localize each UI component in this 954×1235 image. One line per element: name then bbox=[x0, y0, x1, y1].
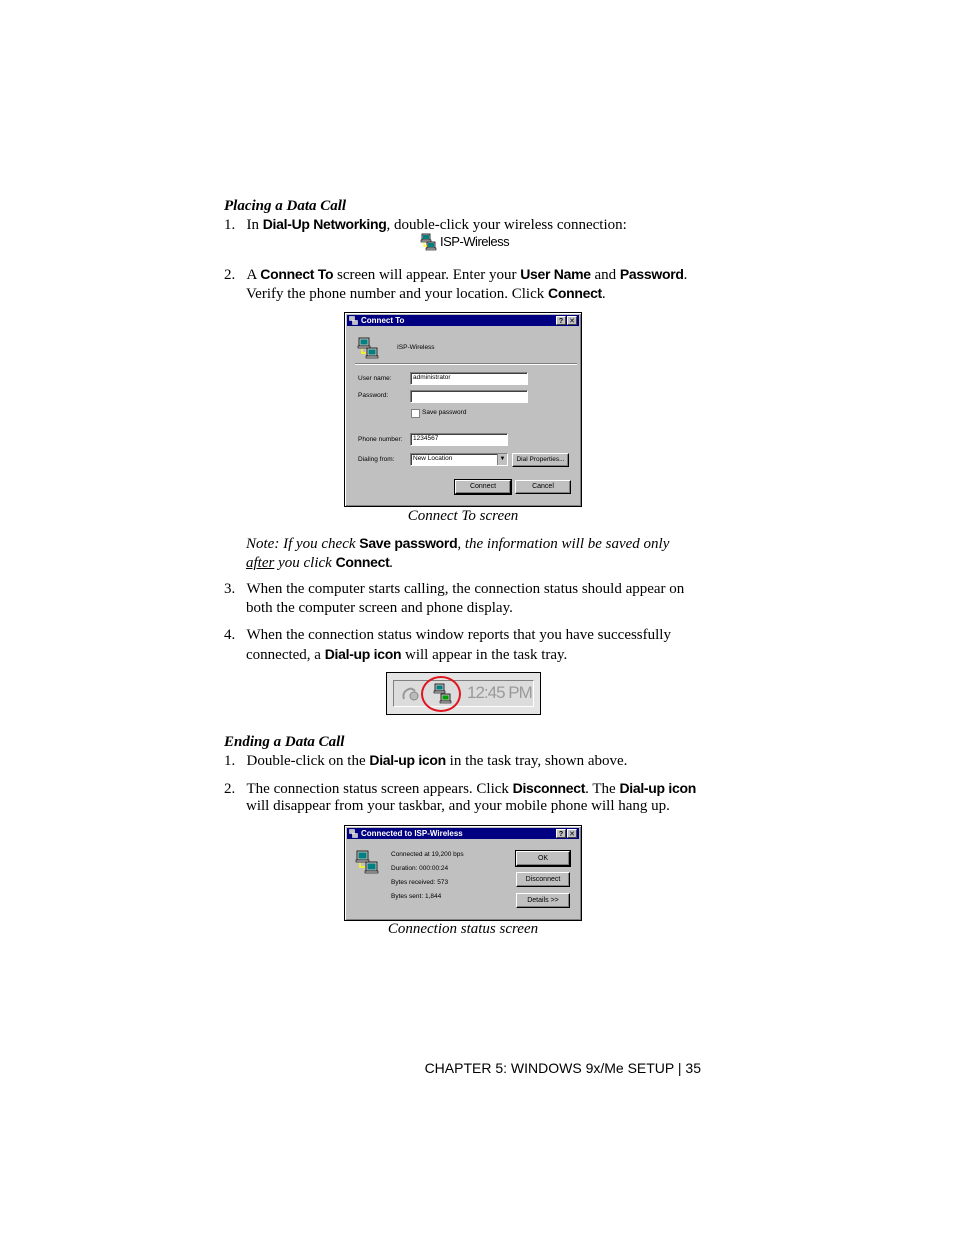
dialog-title: Connect To bbox=[361, 316, 405, 325]
password-input[interactable] bbox=[410, 390, 528, 403]
section-title-placing-call: Placing a Data Call bbox=[224, 198, 347, 214]
ui-term: Dial-up icon bbox=[619, 780, 696, 796]
cancel-button[interactable]: Cancel bbox=[515, 480, 571, 494]
connection-icon bbox=[349, 829, 358, 838]
chevron-down-icon[interactable]: ▼ bbox=[497, 454, 507, 465]
step-number: 3. bbox=[224, 581, 236, 597]
step-2-text bbox=[224, 265, 687, 285]
ui-term: Dial-up icon bbox=[369, 752, 446, 768]
text: connected, a bbox=[246, 647, 325, 663]
save-password-label: Save password bbox=[422, 409, 467, 416]
step-3-line2: both the computer screen and phone display. bbox=[246, 600, 513, 616]
dialog-titlebar bbox=[347, 315, 579, 326]
connection-name: ISP-Wireless bbox=[397, 344, 435, 351]
connect-button[interactable]: Connect bbox=[455, 480, 511, 494]
ui-term: Save password bbox=[359, 535, 458, 551]
text: , the information will be saved only bbox=[457, 536, 670, 552]
dialup-connection-icon bbox=[420, 233, 438, 251]
ui-term: Connect bbox=[548, 285, 602, 301]
ui-term: Disconnect bbox=[512, 780, 586, 796]
step-3-text bbox=[224, 580, 684, 599]
close-button[interactable]: ✕ bbox=[567, 316, 577, 325]
figure-caption: Connection status screen bbox=[387, 921, 539, 937]
ui-term: Dial-Up Networking bbox=[262, 216, 387, 232]
password-label: Password: bbox=[358, 392, 389, 399]
dialing-from-select[interactable] bbox=[410, 453, 508, 466]
tray-clock: 12:45 PM bbox=[467, 683, 532, 702]
step-2-line2 bbox=[246, 284, 606, 304]
dialup-connection-icon bbox=[355, 850, 381, 874]
figure-caption: Connect To screen bbox=[407, 508, 519, 524]
ui-term: Connect bbox=[335, 554, 390, 570]
text: . bbox=[683, 267, 688, 283]
step-number: 2. bbox=[224, 781, 236, 797]
text: will appear in the task tray. bbox=[401, 647, 568, 663]
step-number: 2. bbox=[224, 267, 236, 283]
step-4-text bbox=[224, 626, 671, 645]
details-button[interactable]: Details >> bbox=[516, 893, 570, 908]
connection-label: ISP-Wireless bbox=[440, 234, 510, 249]
user-name-label: User name: bbox=[358, 375, 392, 382]
connect-to-dialog bbox=[344, 312, 582, 507]
disconnect-button[interactable]: Disconnect bbox=[516, 872, 570, 887]
text: Double-click on the bbox=[246, 753, 370, 769]
divider bbox=[355, 363, 577, 365]
dial-properties-button[interactable]: Dial Properties... bbox=[512, 453, 569, 467]
status-duration: Duration: 000:00:24 bbox=[391, 865, 449, 872]
text: after bbox=[246, 555, 275, 571]
text: in the task tray, shown above. bbox=[445, 753, 628, 769]
text: you click bbox=[274, 555, 336, 571]
text: In bbox=[246, 217, 263, 233]
user-name-input[interactable]: administrator bbox=[410, 372, 528, 385]
task-tray bbox=[386, 672, 541, 715]
dialup-connection-icon bbox=[357, 337, 381, 359]
text: The connection status screen appears. Click bbox=[246, 781, 513, 797]
text: . bbox=[389, 555, 394, 571]
text: . The bbox=[585, 781, 620, 797]
end-step-1-text bbox=[224, 751, 627, 771]
isp-wireless-connection-icon[interactable] bbox=[420, 233, 510, 251]
text: A bbox=[246, 267, 261, 283]
status-bytes-received: Bytes received: 573 bbox=[391, 879, 449, 886]
help-button[interactable]: ? bbox=[556, 316, 566, 325]
section-title-ending-call: Ending a Data Call bbox=[224, 734, 345, 750]
step-number: 4. bbox=[224, 627, 236, 643]
page-footer: CHAPTER 5: WINDOWS 9x/Me SETUP | 35 bbox=[424, 1060, 701, 1076]
end-step-2-text bbox=[224, 779, 696, 799]
step-1-text bbox=[224, 215, 627, 235]
text: Note: If you check bbox=[246, 536, 360, 552]
ui-term: Connect To bbox=[260, 266, 334, 282]
phone-number-label: Phone number: bbox=[358, 436, 403, 443]
text: , double-click your wireless connection: bbox=[386, 217, 627, 233]
note-line-1 bbox=[246, 534, 669, 554]
text: Verify the phone number and your location. Click bbox=[246, 286, 549, 302]
ui-term: Dial-up icon bbox=[324, 646, 402, 662]
connection-status-dialog bbox=[344, 825, 582, 921]
network-tray-icon[interactable] bbox=[401, 685, 421, 703]
end-step-2-line2: will disappear from your taskbar, and your mobile phone will hang up. bbox=[246, 798, 670, 814]
ok-button[interactable]: OK bbox=[516, 851, 570, 866]
ui-term: Password bbox=[619, 266, 684, 282]
step-4-line2 bbox=[246, 645, 567, 665]
text: and bbox=[590, 267, 620, 283]
dialog-titlebar bbox=[347, 828, 579, 839]
text: When the computer starts calling, the connection status should appear on bbox=[246, 581, 685, 597]
note-line-2 bbox=[246, 553, 393, 573]
phone-number-input[interactable]: 1234567 bbox=[410, 433, 508, 446]
highlight-circle bbox=[421, 676, 461, 712]
dialing-from-label: Dialing from: bbox=[358, 456, 395, 463]
dialing-from-value: New Location bbox=[413, 455, 453, 462]
dialog-title: Connected to ISP-Wireless bbox=[361, 829, 463, 838]
text: When the connection status window reports that you have successfully bbox=[246, 627, 671, 643]
ui-term: User Name bbox=[520, 266, 591, 282]
close-button[interactable]: ✕ bbox=[567, 829, 577, 838]
status-speed: Connected at 19,200 bps bbox=[391, 851, 464, 858]
connection-icon bbox=[349, 316, 358, 325]
step-number: 1. bbox=[224, 217, 236, 233]
help-button[interactable]: ? bbox=[556, 829, 566, 838]
status-bytes-sent: Bytes sent: 1,844 bbox=[391, 893, 442, 900]
text: screen will appear. Enter your bbox=[333, 267, 521, 283]
save-password-checkbox[interactable] bbox=[411, 409, 420, 418]
text: . bbox=[601, 286, 606, 302]
step-number: 1. bbox=[224, 753, 236, 769]
